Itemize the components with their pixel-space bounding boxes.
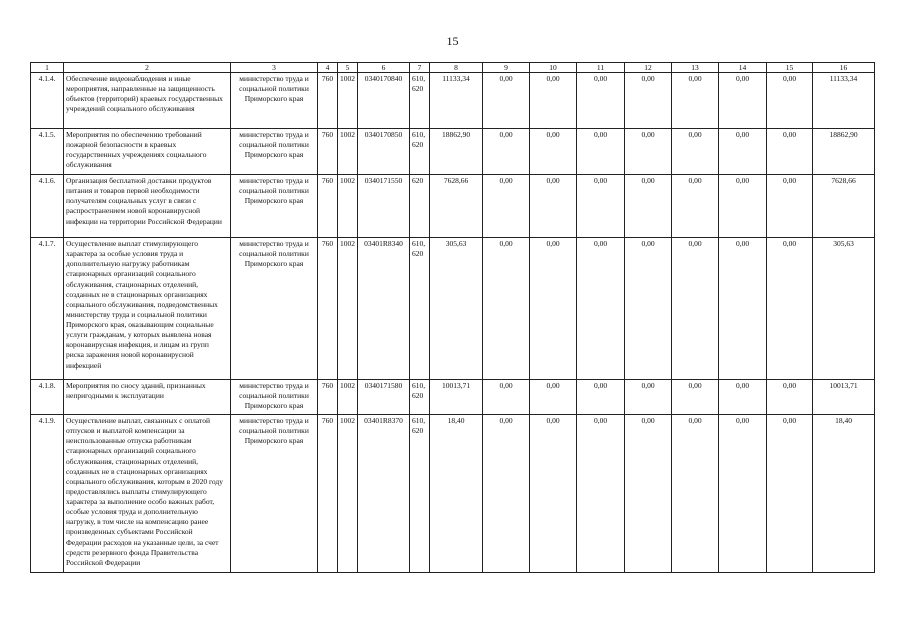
amount-col-14: 0,00 (719, 380, 767, 415)
amount-col-13: 0,00 (672, 238, 719, 380)
amount-col-11: 0,00 (577, 73, 625, 129)
grbs-code: 760 (318, 73, 338, 129)
page-number: 15 (446, 34, 459, 48)
amount-col-12: 0,00 (625, 175, 672, 238)
amount-col-12: 0,00 (625, 415, 672, 573)
target-article-code: 0340170840 (358, 73, 410, 129)
expense-type-code: 610, 620 (410, 380, 430, 415)
expense-type-code: 610, 620 (410, 129, 430, 175)
amount-col-14: 0,00 (719, 238, 767, 380)
row-number: 4.1.9. (31, 415, 64, 573)
column-number-row (31, 63, 875, 73)
event-name: Осуществление выплат, связанных с оплатой отпусков и выплатой компенсации за неиспользованные отпуска работникам стационарных организаций социального обслуживания, стационарных отделений, созданных не в стационарных организациях социального обслуживания, которым в 2020 году предоставлялись выплаты стимулирующего характера за выполнение особо важных работ, особые условия труда и дополнительную нагрузку, в том числе на компенсацию ранее произведенных субъектами Российской Федерации расходов на указанные цели, за счет средств резервного фонда Правительства Российской Федерации (64, 415, 231, 573)
column-header: 13 (672, 63, 719, 73)
responsible-ministry: министерство труда и социальной политики Приморского края (231, 415, 318, 573)
budget-table (30, 62, 875, 573)
column-header: 11 (577, 63, 625, 73)
column-header: 2 (64, 63, 231, 73)
column-header: 12 (625, 63, 672, 73)
column-header: 7 (410, 63, 430, 73)
amount-col-12: 0,00 (625, 129, 672, 175)
amount-col-12: 0,00 (625, 238, 672, 380)
table-row (31, 380, 875, 415)
amount-col-11: 0,00 (577, 380, 625, 415)
section-code: 1002 (338, 415, 358, 573)
amount-col-9: 0,00 (483, 73, 530, 129)
amount-col-10: 0,00 (530, 175, 577, 238)
event-name: Мероприятия по обеспечению требований пожарной безопасности в краевых государственных учреждениях социального обслуживания (64, 129, 231, 175)
grbs-code: 760 (318, 238, 338, 380)
amount-col-16: 305,63 (813, 238, 875, 380)
amount-total: 18862,90 (430, 129, 483, 175)
expense-type-code: 610, 620 (410, 415, 430, 573)
grbs-code: 760 (318, 415, 338, 573)
column-header: 9 (483, 63, 530, 73)
amount-col-11: 0,00 (577, 415, 625, 573)
table-row (31, 129, 875, 175)
column-header: 1 (31, 63, 64, 73)
amount-col-14: 0,00 (719, 415, 767, 573)
expense-type-code: 610, 620 (410, 238, 430, 380)
amount-col-9: 0,00 (483, 415, 530, 573)
column-header: 8 (430, 63, 483, 73)
amount-col-14: 0,00 (719, 129, 767, 175)
amount-col-9: 0,00 (483, 175, 530, 238)
column-header: 16 (813, 63, 875, 73)
table-row (31, 415, 875, 573)
amount-col-16: 11133,34 (813, 73, 875, 129)
row-number: 4.1.6. (31, 175, 64, 238)
column-header: 3 (231, 63, 318, 73)
amount-col-11: 0,00 (577, 238, 625, 380)
amount-col-13: 0,00 (672, 415, 719, 573)
target-article-code: 03401R8370 (358, 415, 410, 573)
responsible-ministry: министерство труда и социальной политики Приморского края (231, 73, 318, 129)
amount-col-15: 0,00 (767, 129, 813, 175)
target-article-code: 0340170850 (358, 129, 410, 175)
column-header: 14 (719, 63, 767, 73)
amount-total: 18,40 (430, 415, 483, 573)
amount-col-10: 0,00 (530, 380, 577, 415)
table-row (31, 175, 875, 238)
section-code: 1002 (338, 238, 358, 380)
amount-col-11: 0,00 (577, 129, 625, 175)
event-name: Обеспечение видеонаблюдения и иные мероприятия, направленные на защищенность объектов (территорий) краевых государственных учреждений социального обслуживания (64, 73, 231, 129)
responsible-ministry: министерство труда и социальной политики Приморского края (231, 238, 318, 380)
amount-col-9: 0,00 (483, 129, 530, 175)
amount-total: 7628,66 (430, 175, 483, 238)
amount-col-15: 0,00 (767, 415, 813, 573)
amount-col-12: 0,00 (625, 380, 672, 415)
section-code: 1002 (338, 175, 358, 238)
amount-col-16: 7628,66 (813, 175, 875, 238)
amount-col-16: 10013,71 (813, 380, 875, 415)
event-name: Осуществление выплат стимулирующего характера за особые условия труда и дополнительную нагрузку работникам стационарных организаций социального обслуживания, стационарных отделений, созданных не в стационарных организациях социального обслуживания, подведомственных министерству труда и социальной политики Приморского края, оказывающим социальные услуги гражданам, у которых выявлена новая коронавирусная инфекция, и лицам из групп риска заражения новой коронавирусной инфекцией (64, 238, 231, 380)
grbs-code: 760 (318, 175, 338, 238)
column-header: 15 (767, 63, 813, 73)
event-name: Организация бесплатной доставки продуктов питания и товаров первой необходимости получателям социальных услуг в связи с распространением новой коронавирусной инфекции на территории Российской Федерации (64, 175, 231, 238)
amount-col-9: 0,00 (483, 380, 530, 415)
target-article-code: 0340171580 (358, 380, 410, 415)
target-article-code: 03401R8340 (358, 238, 410, 380)
target-article-code: 0340171550 (358, 175, 410, 238)
amount-col-12: 0,00 (625, 73, 672, 129)
grbs-code: 760 (318, 129, 338, 175)
amount-col-13: 0,00 (672, 175, 719, 238)
column-header: 6 (358, 63, 410, 73)
responsible-ministry: министерство труда и социальной политики Приморского края (231, 175, 318, 238)
amount-col-14: 0,00 (719, 73, 767, 129)
amount-col-16: 18862,90 (813, 129, 875, 175)
amount-col-16: 18,40 (813, 415, 875, 573)
amount-col-13: 0,00 (672, 129, 719, 175)
column-header: 5 (338, 63, 358, 73)
section-code: 1002 (338, 73, 358, 129)
expense-type-code: 610, 620 (410, 73, 430, 129)
row-number: 4.1.7. (31, 238, 64, 380)
amount-col-10: 0,00 (530, 238, 577, 380)
section-code: 1002 (338, 380, 358, 415)
amount-col-10: 0,00 (530, 415, 577, 573)
amount-col-9: 0,00 (483, 238, 530, 380)
amount-col-14: 0,00 (719, 175, 767, 238)
column-header: 4 (318, 63, 338, 73)
section-code: 1002 (338, 129, 358, 175)
amount-col-13: 0,00 (672, 380, 719, 415)
amount-col-15: 0,00 (767, 73, 813, 129)
amount-col-11: 0,00 (577, 175, 625, 238)
amount-col-10: 0,00 (530, 129, 577, 175)
responsible-ministry: министерство труда и социальной политики Приморского края (231, 129, 318, 175)
row-number: 4.1.4. (31, 73, 64, 129)
column-header: 10 (530, 63, 577, 73)
expense-type-code: 620 (410, 175, 430, 238)
amount-col-15: 0,00 (767, 380, 813, 415)
responsible-ministry: министерство труда и социальной политики Приморского края (231, 380, 318, 415)
table-row (31, 73, 875, 129)
grbs-code: 760 (318, 380, 338, 415)
row-number: 4.1.8. (31, 380, 64, 415)
row-number: 4.1.5. (31, 129, 64, 175)
table-row (31, 238, 875, 380)
amount-col-15: 0,00 (767, 175, 813, 238)
amount-col-15: 0,00 (767, 238, 813, 380)
amount-total: 11133,34 (430, 73, 483, 129)
amount-total: 10013,71 (430, 380, 483, 415)
amount-col-10: 0,00 (530, 73, 577, 129)
amount-total: 305,63 (430, 238, 483, 380)
event-name: Мероприятия по сносу зданий, признанных непригодными к эксплуатации (64, 380, 231, 415)
amount-col-13: 0,00 (672, 73, 719, 129)
